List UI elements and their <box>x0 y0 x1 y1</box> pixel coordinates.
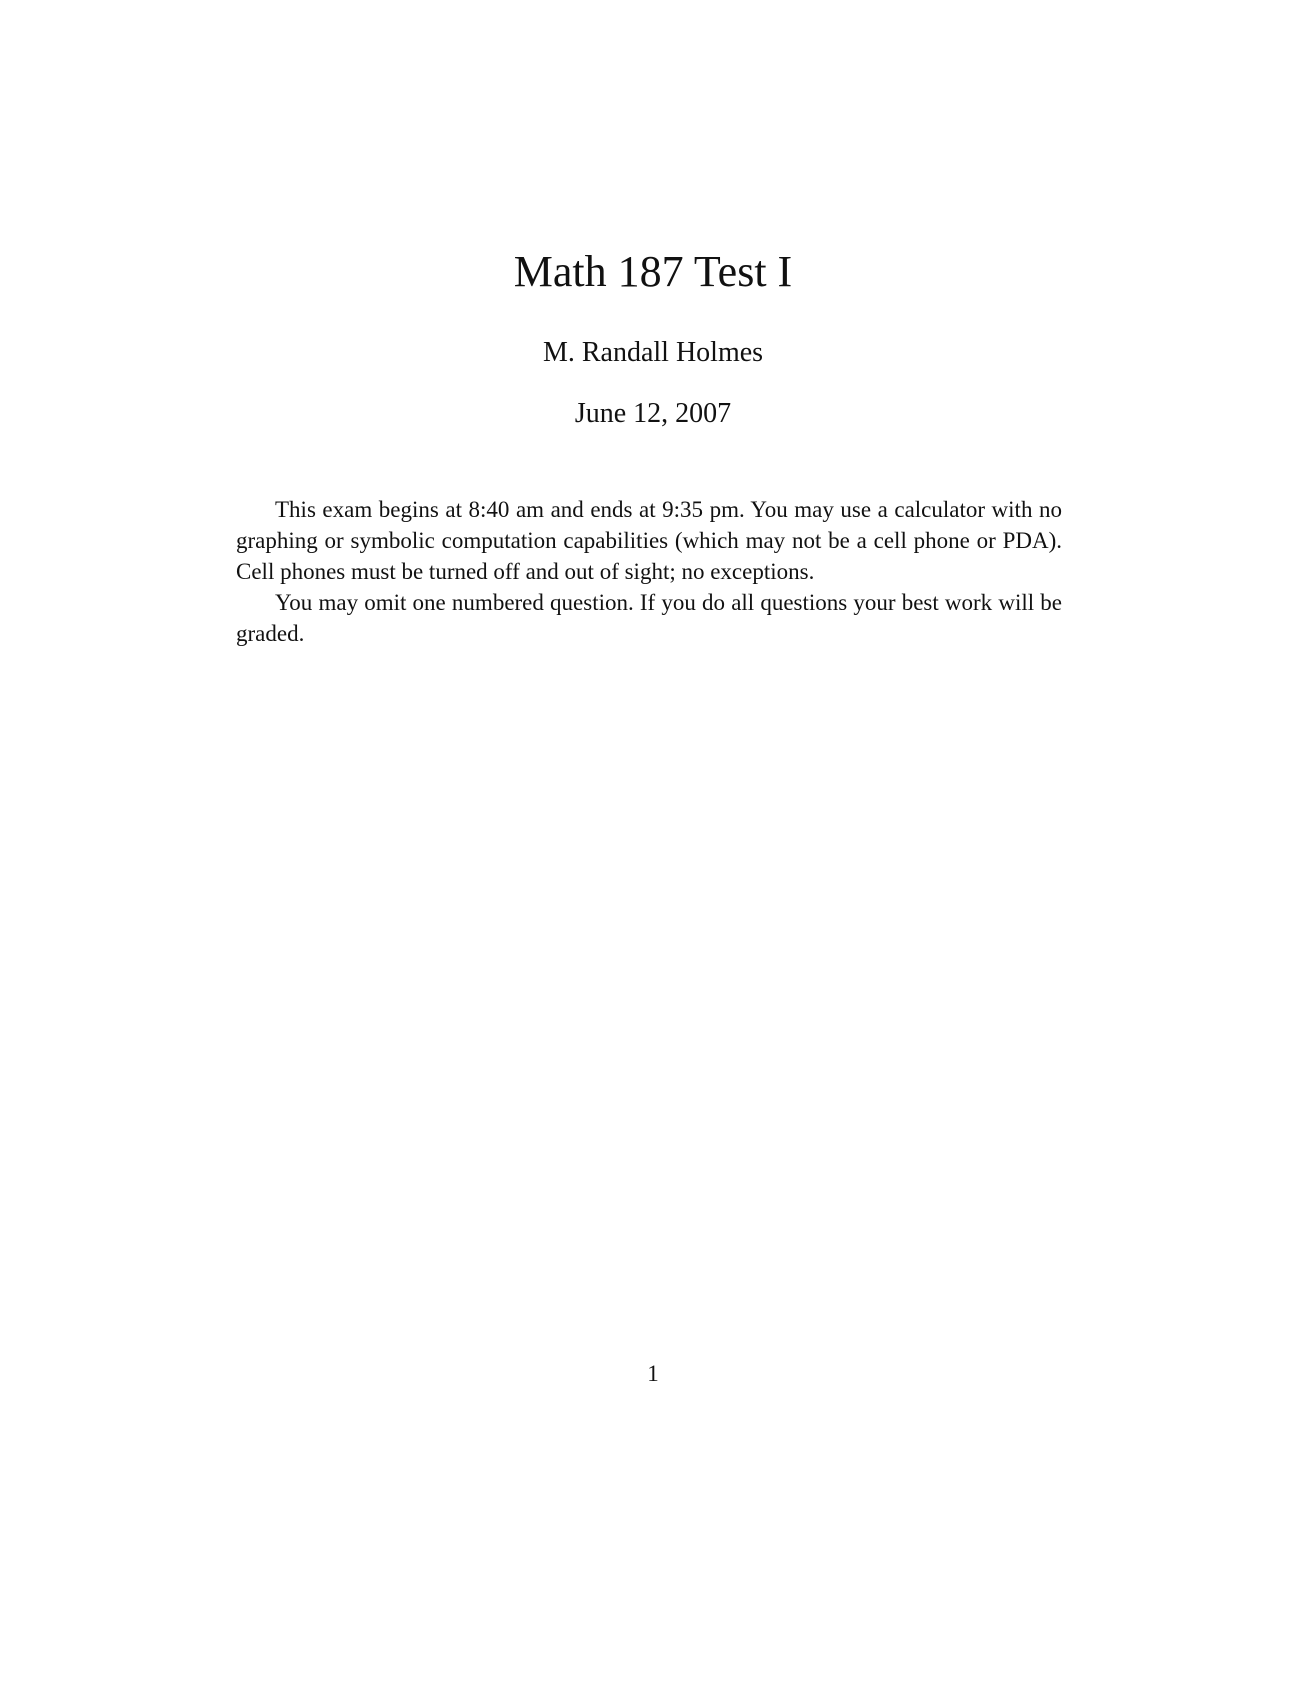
instructions-paragraph-exam-rules: This exam begins at 8:40 am and ends at 9:35 pm. You may use a calculator with no graphing or symbolic computation capabilities (which may not be a cell phone or PDA). Cell phones must be turned off and out of sight; no exceptions. <box>236 497 1062 584</box>
instructions-block <box>236 494 1062 649</box>
document-title: Math 187 Test I <box>513 247 793 296</box>
document-author: M. Randall Holmes <box>542 337 764 368</box>
page-number: 1 <box>647 1361 659 1386</box>
instructions-paragraph-omit-question: You may omit one numbered question. If you do all questions your best work will be graded. <box>236 590 1062 646</box>
document-date: June 12, 2007 <box>574 398 732 429</box>
